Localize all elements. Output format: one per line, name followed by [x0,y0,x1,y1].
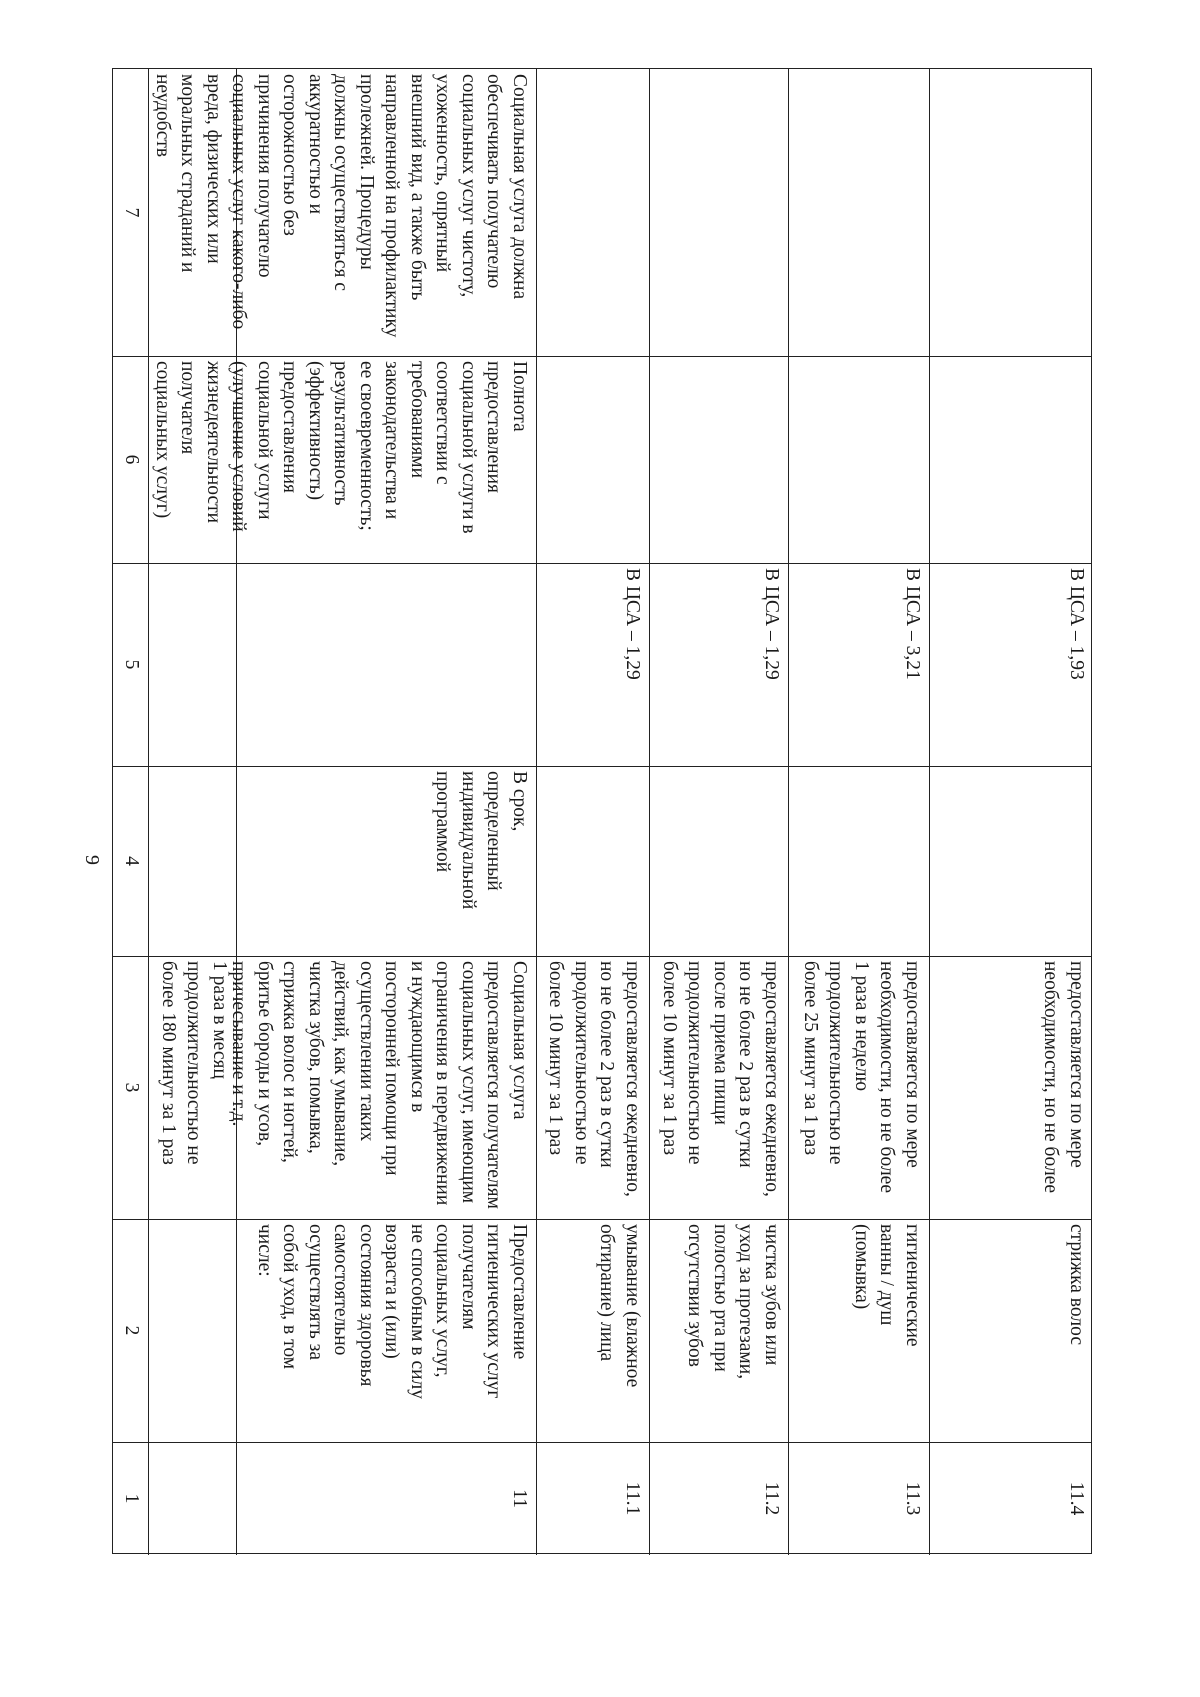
grid-line [148,69,149,1555]
grid-line [113,1219,1091,1220]
col-header-1: 1 [121,1493,142,1504]
row-11.1-norm: В ЦСА – 1,29 [622,568,643,680]
col-header-2: 2 [121,1325,142,1336]
row-11.3-volume: предоставляется по мере необходимости, но не более 1 раза в неделю продолжительностью не более 25 минут за 1 раз [800,961,923,1193]
row-11.4-volume: предоставляется по мере необходимости, но не более [1040,961,1087,1193]
grid-line [649,69,650,1555]
row-11.3-no: 11.3 [902,1481,923,1516]
grid-line [929,69,930,1555]
grid-line [536,69,537,1555]
grid-line [113,766,1091,767]
row-11.2-volume: предоставляется ежедневно, но не более 2 раз в сутки после приема пищи продолжительностью не более 10 минут за 1 раз [659,961,782,1197]
row-11.1-no: 11.1 [622,1481,643,1516]
row-11-name: Предоставление гигиенических услуг получателям социальных услуг, не способным в силу возраста и (или) состояния здоровья самостоятельно осуществлять за собой уход, в том числе: [254,1224,530,1400]
services-table [112,68,1092,1554]
row-11.4-norm: В ЦСА – 1,93 [1066,568,1087,680]
row-11.3-norm: В ЦСА – 3,21 [902,568,923,680]
col-header-3: 3 [121,1082,142,1093]
row-11.4-no: 11.4 [1066,1481,1087,1516]
grid-line [788,69,789,1555]
row-11.1-volume: предоставляется ежедневно, но не более 2 раз в сутки продолжительностью не более 10 минут за 1 раз [545,961,643,1197]
row-11-no: 11 [509,1489,530,1508]
row-11.4-name: стрижка волос [1066,1224,1087,1345]
row-11.3-name: гигиенические ванны / душ (помывка) [851,1224,923,1347]
row-11-volume: Социальная услуга предоставляется получателям социальных услуг, имеющим ограничения в передвижении и нуждающимся в посторонней помощи при осуществлении таких действий, как умывание, чистка зубов, помывка, стрижка волос и ногтей, бритье бороды и усов, причесывание и т.д. [228,961,530,1209]
col-header-7: 7 [121,207,142,218]
grid-line [113,1442,1091,1443]
row-11-conditions: Социальная услуга должна обеспечивать получателю социальных услуг чистоту, ухоженность, опрятный внешний вид, а также быть направленной на профилактику пролежней. Процедуры должны осуществляться с аккуратностью и осторожностью без причинения получателю социальных услуг какого-либо вреда, физических или моральных страданий и неудобств [152,74,530,338]
row-11.2-no: 11.2 [761,1481,782,1516]
col-header-6: 6 [121,454,142,465]
page-number: 9 [81,855,103,865]
col-header-4: 4 [121,856,142,866]
grid-line [113,956,1091,957]
row-11-term: В срок, определенный индивидуальной программой [432,771,530,910]
row-11-quality: Полнота предоставления социальной услуги в соответствии с требованиями законодательства и ее своевременность; результативность (эффективность) предоставления социальной услуги (улучшение условий жизнедеятельности получателя социальных услуг) [152,361,530,534]
row-11.2-norm: В ЦСА – 1,29 [761,568,782,680]
col-header-5: 5 [121,659,142,670]
row-11.2-name: чистка зубов или уход за протезами, полостью рта при отсутствии зубов [684,1224,782,1380]
row-cont-volume: 1 раза в месяц продолжительностью не более 180 минут за 1 раз [158,961,230,1165]
grid-line [113,563,1091,564]
row-11.1-name: умывание (влажное обтирание) лица [596,1224,643,1388]
grid-line [113,356,1091,357]
